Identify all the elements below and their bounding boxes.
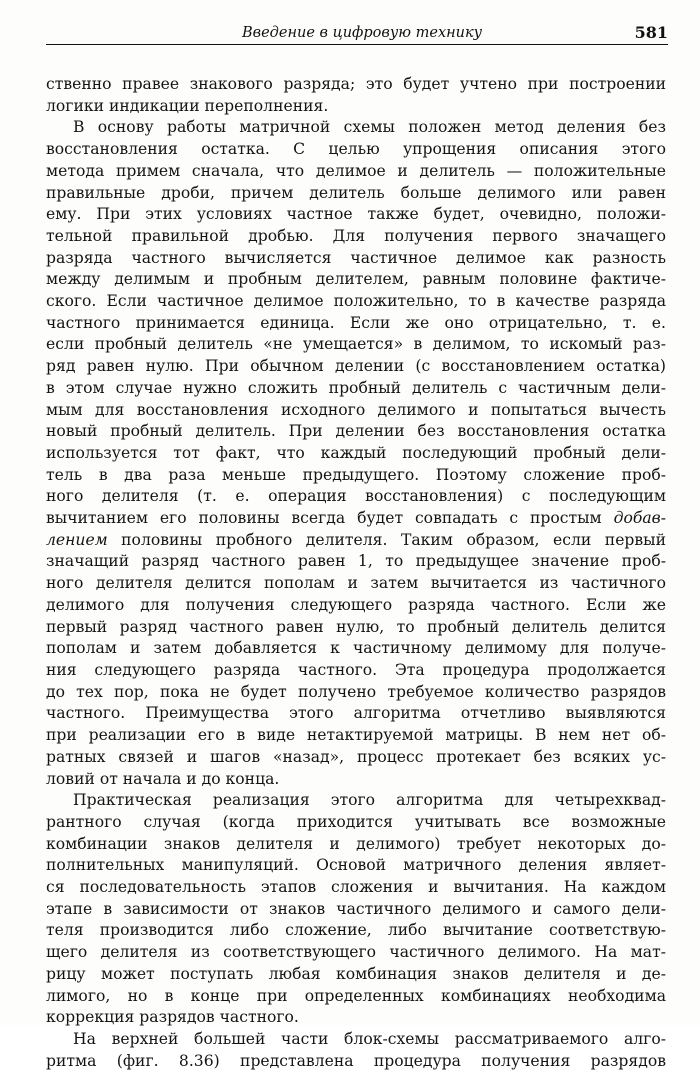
- text-line: ственно правее знакового разряда; это будет учтено при построении: [46, 75, 666, 93]
- text-line: тель в два раза меньше предыдущего. Поэтому сложение проб-: [46, 465, 666, 484]
- text-line: лимого, но в конце при определенных комбинациях необходима: [46, 986, 666, 1005]
- text-line: частного. Преимущества этого алгоритма отчетливо выявляются: [46, 704, 666, 723]
- page-number: 581: [634, 23, 668, 42]
- text-line: делимого для получения следующего разряда частного. Если же: [46, 595, 666, 614]
- text-line: коррекция разрядов частного.: [46, 1008, 299, 1027]
- text-line: восстановления остатка. С целью упрощения описания этого: [46, 140, 666, 159]
- text-line: ния следующего разряда частного. Эта процедура продолжается: [46, 660, 666, 679]
- page-header: [46, 22, 668, 45]
- text-line: пополам и затем добавляется к частичному делимому для получе-: [46, 639, 666, 658]
- text-line: первый разряд частного равен нулю, то пробный делитель делится: [46, 617, 666, 636]
- text-line: мым для восстановления исходного делимого и попытаться вычесть: [46, 400, 666, 419]
- text-line: комбинации знаков делителя и делимого) требует некоторых до-: [46, 834, 666, 853]
- text-line: ного делителя делится пополам и затем вычитается из частичного: [46, 574, 666, 593]
- text-line: теля производится либо сложение, либо вычитание соответствую-: [46, 921, 666, 940]
- emphasized-word: лением: [46, 530, 108, 549]
- text-line: правильные дроби, причем делитель больше делимого или равен: [46, 183, 666, 202]
- text-line: в этом случае нужно сложить пробный делитель с частичным дели-: [46, 378, 666, 397]
- text-line: ритма (фиг. 8.36) представлена процедура получения разрядов: [46, 1051, 666, 1070]
- text-line: метода примем сначала, что делимое и делитель — положительные: [46, 161, 666, 180]
- text-line: ратных связей и шагов «назад», процесс протекает без всяких ус-: [46, 747, 666, 766]
- text-line: этапе в зависимости от знаков частичного делимого и самого дели-: [46, 899, 666, 918]
- text-line: тельной правильной дробью. Для получения первого значащего: [46, 226, 666, 245]
- text-line: ного делителя (т. е. операция восстановления) с последующим: [46, 487, 666, 506]
- text-line: рицу может поступать любая комбинация знаков делителя и де-: [46, 964, 666, 983]
- text-line: разряда частного вычисляется частичное делимое как разность: [46, 248, 666, 267]
- text-line: до тех пор, пока не будет получено требуемое количество разрядов: [46, 682, 666, 701]
- text-line: щего делителя из соответствующего частичного делимого. На мат-: [46, 943, 666, 962]
- text-line: ся последовательность этапов сложения и вычитания. На каждом: [46, 878, 666, 897]
- text-line: полнительных манипуляций. Основой матричного деления являет-: [46, 856, 666, 875]
- text-line: ловий от начала и до конца.: [46, 769, 280, 788]
- running-title: Введение в цифровую технику: [242, 25, 483, 41]
- text-line: ему. При этих условиях частное также будет, очевидно, положи-: [46, 205, 666, 224]
- text-line: при реализации его в виде нетактируемой матрицы. В нем нет об-: [46, 726, 666, 745]
- text-line: значащий разряд частного равен 1, то предыдущее значение проб-: [46, 552, 666, 571]
- emphasized-word: добав-: [613, 509, 666, 528]
- text-line: рантного случая (когда приходится учитывать все возможные: [46, 812, 666, 831]
- text-line: между делимым и пробным делителем, равным половине фактиче-: [46, 270, 666, 289]
- text-line: ряд равен нулю. При обычном делении (с восстановлением остатка): [46, 357, 666, 376]
- text-line: лением половины пробного делителя. Таким образом, если первый: [46, 530, 666, 549]
- paragraph-first-line: На верхней большей части блок-схемы рассматриваемого алго-: [73, 1029, 666, 1048]
- text-line: используется тот факт, что каждый последующий пробный дели-: [46, 443, 666, 462]
- text-line: частного принимается единица. Если же оно отрицательно, т. е.: [46, 313, 666, 332]
- body-text: [46, 74, 666, 1072]
- text-line: вычитанием его половины всегда будет совпадать с простым добав-: [46, 509, 666, 528]
- text-line: новый пробный делитель. При делении без восстановления остатка: [46, 422, 666, 441]
- text-line: ского. Если частичное делимое положительно, то в качестве разряда: [46, 292, 666, 311]
- paragraph-first-line: Практическая реализация этого алгоритма для четырехквад-: [73, 791, 666, 810]
- text-line: логики индикации переполнения.: [46, 96, 329, 115]
- paragraph-first-line: В основу работы матричной схемы положен метод деления без: [73, 118, 666, 137]
- text-line: если пробный делитель «не умещается» в делимом, то искомый раз-: [46, 335, 666, 354]
